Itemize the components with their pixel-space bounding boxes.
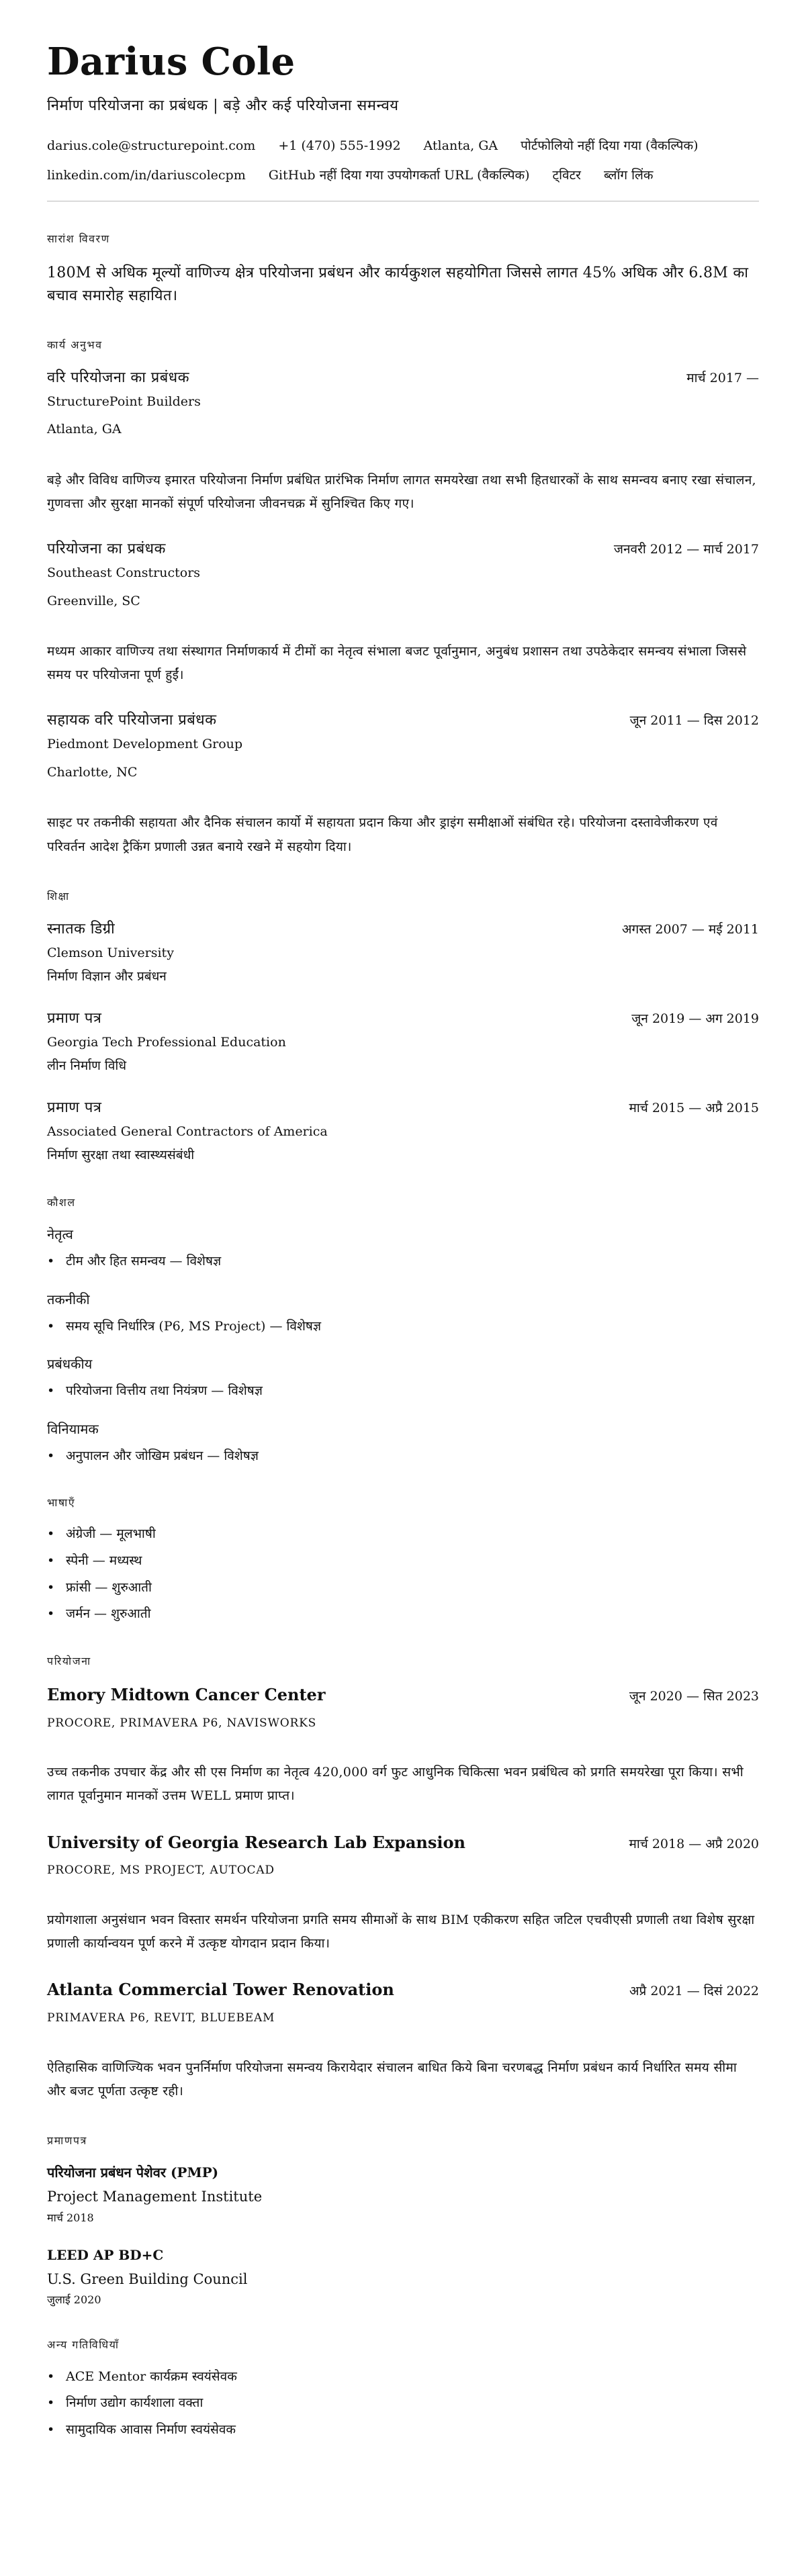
experience-entry xyxy=(47,539,759,687)
resume-header xyxy=(47,40,759,185)
study-field: निर्माण विज्ञान और प्रबंधन xyxy=(47,969,167,984)
section-title-experience: कार्य अनुभव xyxy=(47,338,103,351)
job-company: StructurePoint Builders xyxy=(47,394,201,409)
experience-entry xyxy=(47,367,759,516)
skill-item: • समय सूचि निर्धारित्र (P6, MS Project) — विशेषज्ञ xyxy=(47,1318,759,1336)
job-company: Piedmont Development Group xyxy=(47,737,243,752)
project-title: Emory Midtown Cancer Center xyxy=(47,1684,326,1704)
certification-date: मार्च 2018 xyxy=(47,2211,94,2224)
project-entry xyxy=(47,1684,759,1808)
skill-group xyxy=(47,1420,759,1466)
language-item: • फ्रांसी — शुरुआती xyxy=(47,1579,759,1598)
certification-entry xyxy=(47,2163,759,2225)
volunteer-item: • निर्माण उद्योग कार्यशाला वक्ता xyxy=(47,2394,759,2413)
project-entry xyxy=(47,1831,759,1956)
degree-dates: अगस्त 2007 — मई 2011 xyxy=(622,921,759,937)
education-section xyxy=(47,888,759,1165)
contact-portfolio[interactable]: पोर्टफोलियो नहीं दिया गया (वैकल्पिक) xyxy=(521,138,699,154)
project-title: University of Georgia Research Lab Expansion xyxy=(47,1832,465,1852)
section-title-skills: कौशल xyxy=(47,1195,76,1209)
degree-title: प्रमाण पत्र xyxy=(47,1099,102,1116)
job-location: Atlanta, GA xyxy=(47,422,122,437)
section-title-education: शिक्षा xyxy=(47,889,70,903)
project-description: ऐतिहासिक वाणिज्यिक भवन पुनर्निर्माण परियोजना समन्वय किरायेदार संचालन बाधित किये बिना चरणबद्ध निर्माण प्रबंधन कार्य निर्धारित समय सीमा और बजट पूर्णता उत्कृष्ट रही। xyxy=(47,2060,737,2099)
degree-dates: मार्च 2015 — अप्रै 2015 xyxy=(629,1100,759,1115)
skill-group-name: तकनीकी xyxy=(47,1291,90,1307)
volunteer-section xyxy=(47,2337,759,2439)
languages-section xyxy=(47,1495,759,1623)
experience-section xyxy=(47,337,759,859)
project-tech: PRIMAVERA P6, REVIT, BLUEBEAM xyxy=(47,2011,275,2025)
summary-section xyxy=(47,231,759,307)
degree-dates: जून 2019 — अग 2019 xyxy=(631,1011,759,1026)
skill-group xyxy=(47,1225,759,1271)
project-tech: PROCORE, MS PROJECT, AUTOCAD xyxy=(47,1864,275,1878)
job-title: सहायक वरि परियोजना प्रबंधक xyxy=(47,712,217,729)
contact-location: Atlanta, GA xyxy=(423,138,498,154)
section-title-projects: परियोजना xyxy=(47,1654,91,1667)
job-title: परियोजना का प्रबंधक xyxy=(47,541,166,558)
contact-row-primary xyxy=(47,137,759,156)
certification-name: परियोजना प्रबंधन पेशेवर (PMP) xyxy=(47,2164,219,2181)
experience-entry xyxy=(47,710,759,858)
job-dates: मार्च 2017 — xyxy=(686,370,759,385)
contact-email[interactable]: darius.cole@structurepoint.com xyxy=(47,138,256,154)
certification-entry xyxy=(47,2246,759,2308)
school-name: Clemson University xyxy=(47,945,174,960)
job-location: Charlotte, NC xyxy=(47,764,138,780)
job-description: साइट पर तकनीकी सहायता और दैनिक संचालन कार्यो में सहायता प्रदान किया और ड्राइंग समीक्षाओं संबंधित रहे। परियोजना दस्तावेजीकरण एवं परिवर्तन आदेश ट्रैकिंग प्रणाली उन्नत बनाये रखने में सहयोग दिया। xyxy=(47,815,718,854)
summary-text: 180M से अधिक मूल्यों वाणिज्य क्षेत्र परियोजना प्रबंधन और कार्यकुशल सहयोगिता जिससे लागत 45% अधिक और 6.8M का बचाव समारोह सहायित। xyxy=(47,264,749,304)
study-field: निर्माण सुरक्षा तथा स्वास्थ्यसंबंधी xyxy=(47,1148,195,1163)
skill-item: • परियोजना वित्तीय तथा नियंत्रण — विशेषज्ञ xyxy=(47,1382,759,1401)
section-title-languages: भाषाएँ xyxy=(47,1496,76,1510)
project-description: प्रयोगशाला अनुसंधान भवन विस्तार समर्थन परियोजना प्रगति समय सीमाओं के साथ BIM एकीकरण सहित जटिल एचवीएसी प्रणाली तथा विशेष सुरक्षा प्रणाली कार्यान्वयन पूर्ण करने में उत्कृष्ट योगदान प्रदान किया। xyxy=(47,1912,755,1951)
skill-item: • अनुपालन और जोखिम प्रबंधन — विशेषज्ञ xyxy=(47,1447,759,1466)
projects-section xyxy=(47,1653,759,2103)
section-title-certifications: प्रमाणपत्र xyxy=(47,2133,87,2147)
school-name: Associated General Contractors of America xyxy=(47,1123,328,1139)
project-dates: अप्रै 2021 — दिसं 2022 xyxy=(629,1984,759,1999)
language-item: • अंग्रेजी — मूलभाषी xyxy=(47,1525,759,1544)
contact-twitter[interactable]: ट्विटर xyxy=(552,167,581,183)
certification-name: LEED AP BD+C xyxy=(47,2246,164,2263)
job-description: बड़े और विविध वाणिज्य इमारत परियोजना निर्माण प्रबंधित प्रारंभिक निर्माण लागत समयरेखा तथा सभी हितधारकों के साथ समन्वय बनाए रखा संचालन, गुणवत्ता और सुरक्षा मानकों संपूर्ण परियोजना जीवनचक्र में सुनिश्चित किए गए। xyxy=(47,472,756,512)
job-dates: जनवरी 2012 — मार्च 2017 xyxy=(613,542,759,557)
degree-title: प्रमाण पत्र xyxy=(47,1009,102,1027)
project-dates: जून 2020 — सित 2023 xyxy=(629,1688,759,1704)
project-tech: PROCORE, PRIMAVERA P6, NAVISWORKS xyxy=(47,1716,317,1730)
volunteer-item: • ACE Mentor कार्यक्रम स्वयंसेवक xyxy=(47,2368,759,2387)
degree-title: स्नातक डिग्री xyxy=(47,920,116,937)
contact-blog[interactable]: ब्लॉग लिंक xyxy=(603,167,654,183)
job-description: मध्यम आकार वाणिज्य तथा संस्थागत निर्माणकार्य में टीमों का नेतृत्व संभाला बजट पूर्वानुमान, अनुबंध प्रशासन तथा उपठेकेदार समन्वय संभाला जिससे समय पर परियोजना पूर्ण हुईं। xyxy=(47,644,747,683)
candidate-headline: निर्माण परियोजना का प्रबंधक | बड़े और कई परियोजना समन्वय xyxy=(47,97,399,115)
certifications-section xyxy=(47,2133,759,2307)
skill-group-name: विनियामक xyxy=(47,1420,99,1437)
contact-row-secondary xyxy=(47,167,759,185)
job-dates: जून 2011 — दिस 2012 xyxy=(629,713,759,729)
skill-item: • टीम और हित समन्वय — विशेषज्ञ xyxy=(47,1252,759,1271)
skill-group-name: नेतृत्व xyxy=(47,1226,73,1243)
job-location: Greenville, SC xyxy=(47,593,140,608)
job-title: वरि परियोजना का प्रबंधक xyxy=(47,369,189,386)
project-title: Atlanta Commercial Tower Renovation xyxy=(47,1980,394,2000)
section-title-volunteer: अन्य गतिविधियाँ xyxy=(47,2338,120,2352)
certification-date: जुलाई 2020 xyxy=(47,2293,101,2307)
section-title-summary: सारांश विवरण xyxy=(47,232,110,246)
school-name: Georgia Tech Professional Education xyxy=(47,1034,286,1050)
project-entry xyxy=(47,1978,759,2103)
project-dates: मार्च 2018 — अप्रै 2020 xyxy=(629,1836,759,1851)
education-entry xyxy=(47,1097,759,1165)
volunteer-item: • सामुदायिक आवास निर्माण स्वयंसेवक xyxy=(47,2421,759,2440)
education-entry xyxy=(47,919,759,986)
education-entry xyxy=(47,1008,759,1076)
certification-issuer: U.S. Green Building Council xyxy=(47,2270,248,2287)
skills-section xyxy=(47,1195,759,1465)
skill-group-name: प्रबंधकीय xyxy=(47,1356,93,1373)
contact-phone[interactable]: +1 (470) 555-1992 xyxy=(278,138,401,154)
certification-issuer: Project Management Institute xyxy=(47,2189,263,2205)
contact-linkedin[interactable]: linkedin.com/in/dariuscolecpm xyxy=(47,167,246,183)
skill-group xyxy=(47,1290,759,1336)
project-description: उच्च तकनीक उपचार केंद्र और सी एस निर्माण का नेतृत्व 420,000 वर्ग फुट आधुनिक चिकित्सा भवन प्रबंधित्व को प्रगति समयरेखा पूरा किया। सभी लागत पूर्वानुमान मानकों उत्तम WELL प्रमाण प्राप्त। xyxy=(47,1765,744,1804)
candidate-name: Darius Cole xyxy=(47,40,296,84)
job-company: Southeast Constructors xyxy=(47,565,201,581)
language-item: • जर्मन — शुरुआती xyxy=(47,1605,759,1624)
skill-group xyxy=(47,1354,759,1401)
language-item: • स्पेनी — मध्यस्थ xyxy=(47,1552,759,1571)
study-field: लीन निर्माण विधि xyxy=(47,1058,127,1074)
contact-github[interactable]: GitHub नहीं दिया गया उपयोगकर्ता URL (वैकल्पिक) xyxy=(268,167,530,183)
